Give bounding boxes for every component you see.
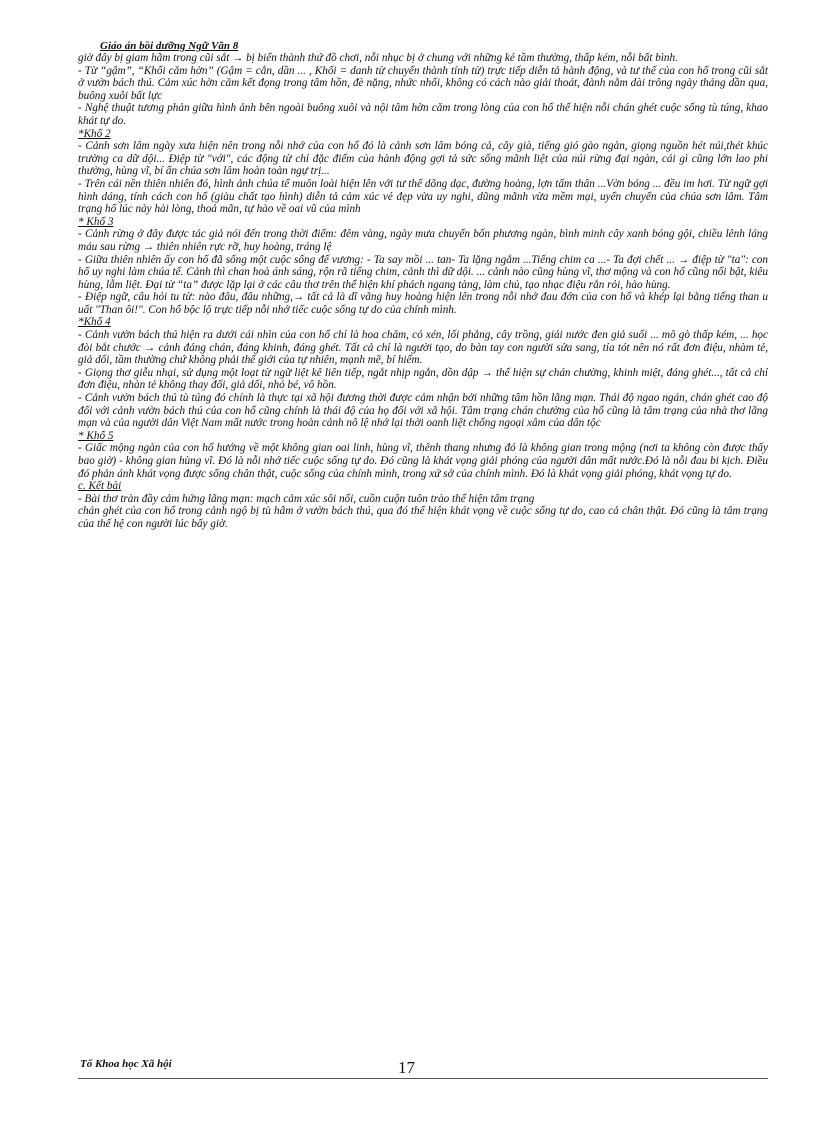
footer-divider — [78, 1078, 768, 1079]
paragraph: - Cảnh sơn lâm ngày xưa hiện nên trong nỗi nhớ của con hổ đó là cảnh sơn lâm bóng cả, cây già, tiếng gió gào ngàn, giọng nguồn hét núi,thét khúc trường ca dữ dội... Điệp từ "với", các động từ chỉ đặc điểm của hành động gợi tả sức sống mãnh liệt của núi rừng đại ngàn, cái gì cũng lớn lao phi thường, hùng vĩ, bí ẩn chúa sơn lâm hoàn toàn ngự trị... — [78, 140, 768, 178]
paragraph: - Giữa thiên nhiên ấy con hổ đã sống một cuộc sống đế vương: - Ta say mồi ... tan- Ta lặng ngắm ...Tiếng chim ca ...- Ta đợi chết ... → điệp từ "ta": con hổ uy nghi làm chúa tể. Cảnh thì chan hoà ánh sáng, rộn rã tiếng chim, cảnh thì dữ dội. ... cảnh nào cũng hùng vĩ, thơ mộng và con hổ cũng nổi bật, kiêu hùng, lẫm liệt. Đại từ “ta” được lặp lại ở các câu thơ trên thể hiện khí phách ngang tàng, làm chủ, tạo nhạc điệu rắn rỏi, hào hùng. — [78, 253, 768, 291]
footer-department: Tổ Khoa học Xã hội — [80, 1058, 172, 1070]
paragraph: - Nghệ thuật tương phản giữa hình ảnh bên ngoài buông xuôi và nội tâm hờn căm trong lòng của con hổ thể hiện nỗi chán ghét cuộc sống tù túng, khao khát tự do. — [78, 102, 768, 127]
paragraph: - Điệp ngữ, câu hỏi tu từ: nào đâu, đâu những,→ tất cả là dĩ vãng huy hoàng hiện lên trong nỗi nhớ đau đớn của con hổ và khép lại bằng tiếng than u uất "Than ôi!". Con hổ bộc lộ trực tiếp nỗi nhớ tiếc cuộc sống tự do của chính mình. — [78, 291, 768, 316]
section-heading: *Khổ 2 — [78, 127, 111, 140]
paragraph: - Giấc mộng ngàn của con hổ hướng về một không gian oai linh, hùng vĩ, thênh thang nhưng đó là không gian trong mộng (nơi ta không còn được thấy bao giờ) - không gian hùng vĩ. Đó là nỗi nhớ tiếc cuộc sống tự do. Đó cũng là khát vọng giải phóng của người dân mất nước.Đó là nỗi đau bi kịch. Điều đó phản ánh khát vọng được sống chân thật, cuộc sống của chính mình, trong xứ sở của chính mình. Đó là khát vọng giải phóng, khát vọng tự do. — [78, 442, 768, 480]
paragraph: chán ghét của con hổ trong cảnh ngộ bị tù hãm ở vườn bách thú, qua đó thể hiện khát vọng về cuộc sống tự do, cao cả chân thật. Đó cũng là tâm trạng của thế hệ con người lúc bấy giờ. — [78, 505, 768, 530]
body-text — [78, 52, 768, 531]
paragraph: - Từ “gậm”, “Khối căm hờn” (Gậm = cắn, dần ... , Khối = danh từ chuyển thành tính từ) trực tiếp diễn tả hành động, và tư thế của con hổ trong cũi sắt ở vườn bách thú. Cảm xúc hờn căm kết đọng trong tâm hồn, đè nặng, nhức nhối, không có cách nào giải thoát, đành nằm dài trông ngày tháng dần qua, buông xuôi bất lực — [78, 64, 768, 102]
section-heading: *Khổ 4 — [78, 316, 111, 329]
paragraph: - Giọng thơ giễu nhại, sử dụng một loạt từ ngữ liệt kê liên tiếp, ngắt nhịp ngắn, dồn dập → thể hiện sự chán chường, khinh miệt, đáng ghét..., tất cả chỉ đơn điệu, nhàn tẻ không thay đổi, giả dối, nhỏ bé, vô hồn. — [78, 366, 768, 392]
page-number: 17 — [398, 1058, 415, 1077]
section-heading: c. Kết bài — [78, 480, 122, 493]
paragraph: - Cảnh vườn bách thú hiện ra dưới cái nhìn của con hổ chỉ là hoa chăm, cỏ xén, lối phẳng, cây trồng, giải nước đen giả suối ... mô gò thấp kém, ... học đòi bắt chước → cảnh đáng chán, đáng khinh, đáng ghét. Tất cả chỉ là người tạo, do bàn tay con người sửa sang, tỉa tót nên nó rất đơn điệu, nhàm tẻ, giả dối, tầm thường chứ không phải thế giới của tự nhiên, mạnh mẽ, bí hiểm. — [78, 329, 768, 367]
paragraph: - Bài thơ tràn đầy cảm hứng lãng mạn: mạch cảm xúc sôi nổi, cuồn cuộn tuôn trào thể hiện tâm trạng — [78, 492, 535, 505]
paragraph: giờ đây bị giam hãm trong cũi sắt → bị biến thành thứ đồ chơi, nỗi nhục bị ở chung với những kẻ tầm thường, thấp kém, nỗi bất bình. — [78, 52, 678, 64]
section-heading: * Khổ 5 — [78, 429, 114, 442]
paragraph: - Cảnh vườn bách thú tù túng đó chính là thực tại xã hội đương thời được cảm nhận bởi những tâm hồn lãng mạn. Thái độ ngao ngán, chán ghét cao độ đối với cảnh vườn bách thú của con hổ cũng chính là thái độ của họ đối với xã hội. Tâm trạng chán chường của hổ cũng là tâm trạng của nhà thơ lãng mạn và của người dân Việt Nam mất nước trong hoàn cảnh nô lệ nhớ lại thời oanh liệt chống ngoại xâm của dân tộc — [78, 392, 768, 430]
section-heading: * Khổ 3 — [78, 215, 114, 228]
paragraph: - Trên cái nền thiên nhiên đó, hình ảnh chúa tể muôn loài hiện lên với tư thế dõng dạc, đường hoàng, lợn tấm thân ...Vờn bóng ... đều im hơi. Từ ngữ gợi hình dáng, tính cách con hổ (giàu chất tạo hình) diễn tả cảm xúc vẻ đẹp vừa uy nghi, dũng mãnh vừa mềm mại, uyển chuyển của chúa sơn lâm. Tâm trạng hổ lúc này hài lòng, thoả mãn, tự hào về oai vũ của mình — [78, 177, 768, 216]
page-header: Giáo án bồi dưỡng Ngữ Văn 8 — [100, 40, 239, 52]
paragraph: - Cảnh rừng ở đây được tác giả nói đến trong thời điểm: đêm vàng, ngày mưa chuyển bốn phương ngàn, bình minh cây xanh bóng gội, chiều lênh láng máu sau rừng → thiên nhiên rực rỡ, huy hoàng, tráng lệ — [78, 228, 768, 253]
